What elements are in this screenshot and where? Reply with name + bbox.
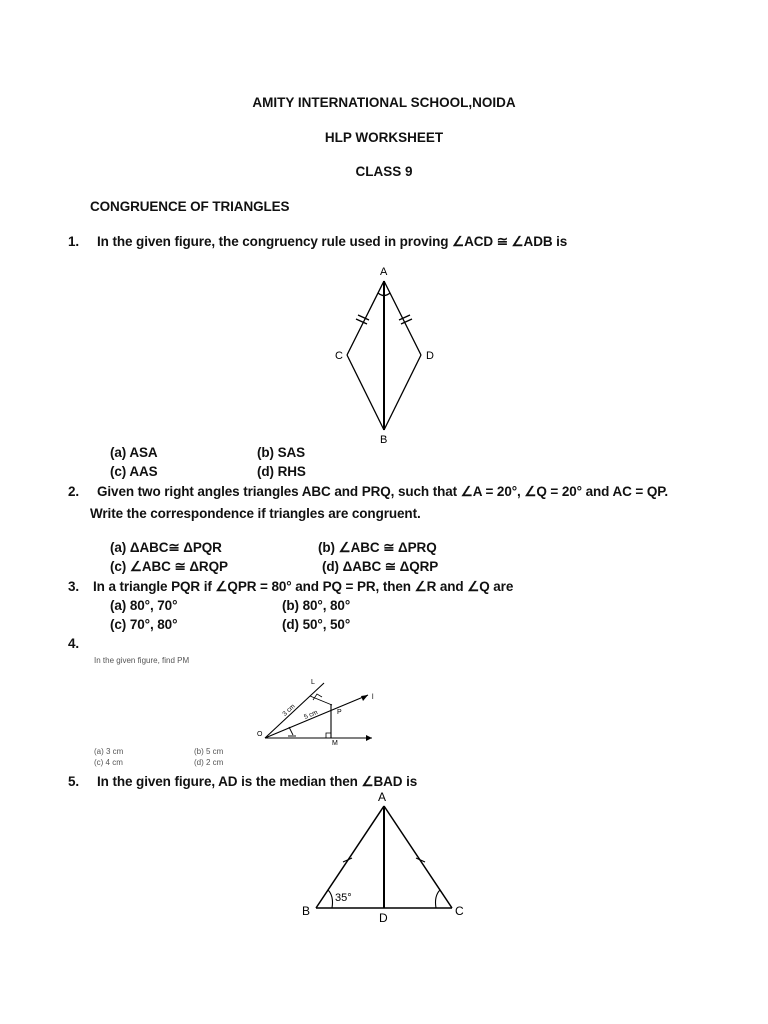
q4-label-5cm: 5 cm [303,709,319,721]
topic-heading: CONGRUENCE OF TRIANGLES [90,199,290,214]
q5-label-c: C [455,904,464,918]
q4-label-o: O [257,731,263,738]
q2-option-a[interactable]: (a) ΔABC≅ ΔPQR [110,540,222,555]
q3-option-a[interactable]: (a) 80°, 70° [110,598,178,613]
q4-option-d[interactable]: (d) 2 cm [194,758,224,767]
q5-label-a: A [378,790,387,804]
q3-option-b[interactable]: (b) 80°, 80° [282,598,351,613]
q5-number: 5. [68,774,80,789]
q2-text: Given two right angles triangles ABC and PRQ, such that ∠A = 20°, ∠Q = 20° and AC = QP. [97,484,669,499]
q2-option-c[interactable]: (c) ∠ABC ≅ ΔRQP [110,559,228,574]
q3-number: 3. [68,579,80,594]
q1-number: 1. [68,234,80,249]
worksheet-title: HLP WORKSHEET [324,130,444,145]
q4-label-line: l [372,694,374,701]
q4-label-3cm: 3 cm [281,702,297,718]
q2-option-b[interactable]: (b) ∠ABC ≅ ΔPRQ [318,540,437,555]
q4-option-b[interactable]: (b) 5 cm [194,747,224,756]
q1-label-a: A [380,266,388,278]
q4-label-l: L [311,679,315,686]
q1-option-a[interactable]: (a) ASA [110,445,158,460]
q4-label-p: P [337,709,342,716]
q5-label-d: D [379,911,388,925]
q2-text-line2: Write the correspondence if triangles are congruent. [90,506,421,521]
school-name: AMITY INTERNATIONAL SCHOOL,NOIDA [252,95,516,110]
class-label: CLASS 9 [355,164,413,179]
q3-option-c[interactable]: (c) 70°, 80° [110,617,178,632]
q1-label-b: B [380,434,388,446]
q1-text: In the given figure, the congruency rule used in proving ∠ACD ≅ ∠ADB is [97,234,568,249]
q5-angle-label: 35° [335,892,352,904]
q5-label-b: B [302,904,311,918]
q5-text: In the given figure, AD is the median then ∠BAD is [97,774,418,789]
q3-option-d[interactable]: (d) 50°, 50° [282,617,351,632]
q1-option-b[interactable]: (b) SAS [257,445,306,460]
q2-number: 2. [68,484,80,499]
q4-option-c[interactable]: (c) 4 cm [94,758,123,767]
q1-option-c[interactable]: (c) AAS [110,464,158,479]
q1-label-d: D [426,350,434,362]
q4-text: In the given figure, find PM [94,656,190,665]
q1-label-c: C [335,350,343,362]
q2-option-d[interactable]: (d) ΔABC ≅ ΔQRP [322,559,439,574]
q4-option-a[interactable]: (a) 3 cm [94,747,124,756]
q4-number: 4. [68,636,80,651]
q3-text: In a triangle PQR if ∠QPR = 80° and PQ = PR, then ∠R and ∠Q are [93,579,514,594]
q1-option-d[interactable]: (d) RHS [257,464,306,479]
q4-label-m: M [332,740,338,747]
